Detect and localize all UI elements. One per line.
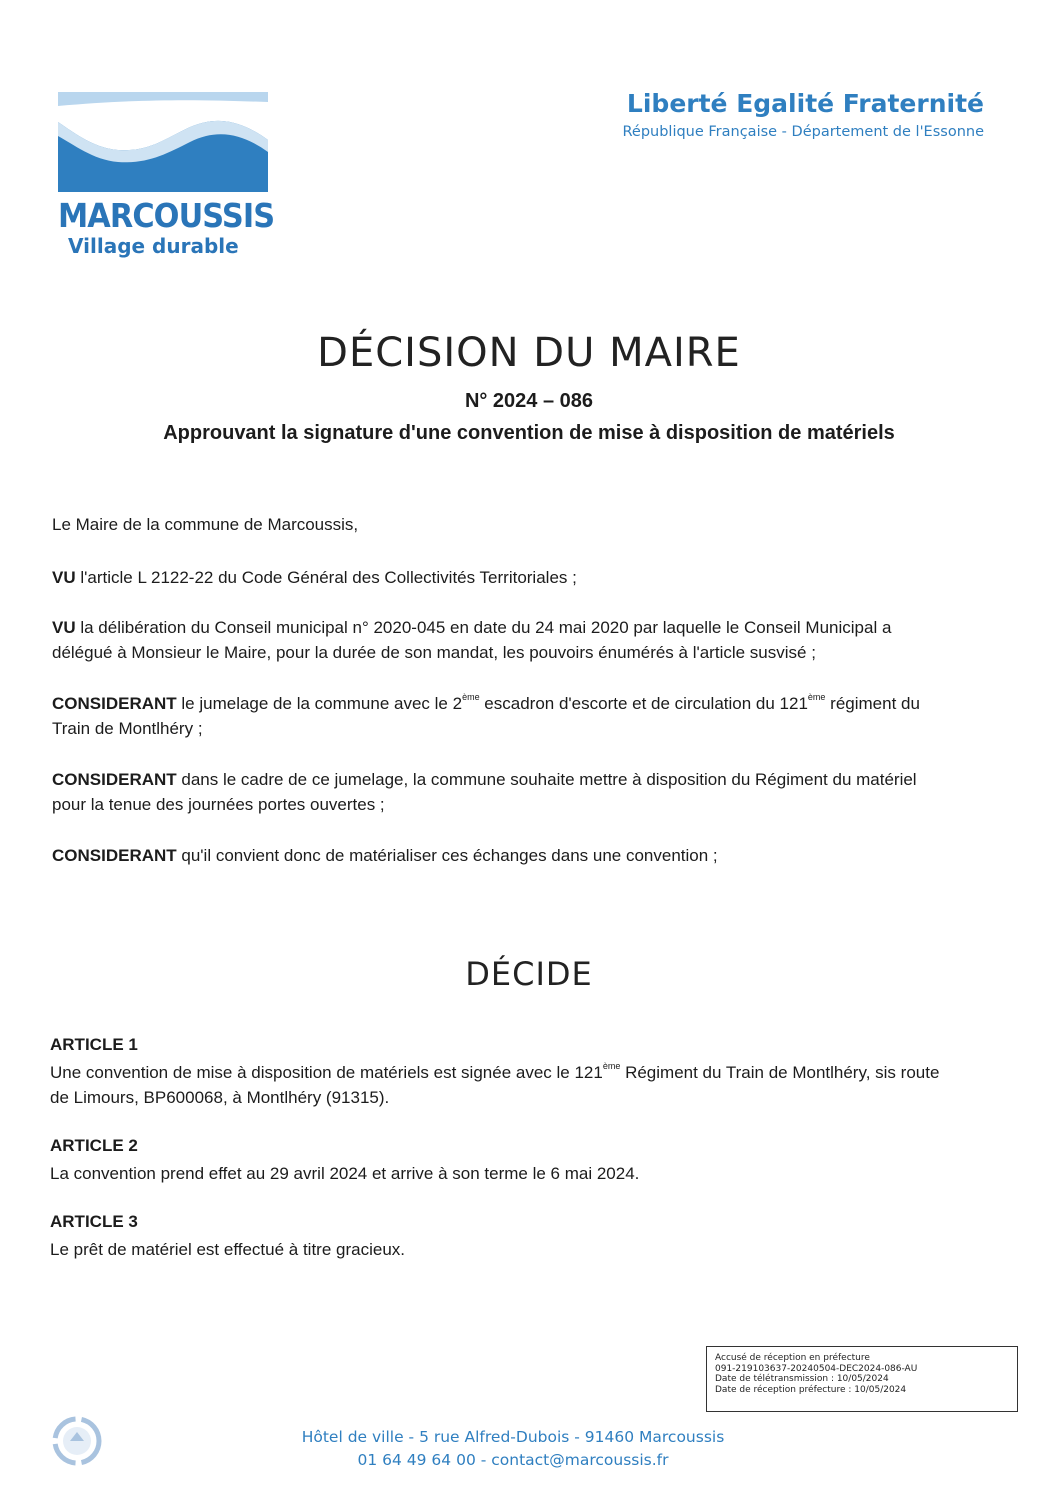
article-1-heading: ARTICLE 1 [50, 1035, 138, 1054]
motto-sub: République Française - Département de l'Essonne [622, 124, 984, 140]
article-2-heading: ARTICLE 2 [50, 1136, 138, 1155]
decision-number: N° 2024 – 086 [464, 390, 594, 412]
article-text-part: Une convention de mise à disposition de matériels est signée avec le 121 [50, 1063, 603, 1082]
wave-icon [58, 92, 268, 192]
considerant-label: CONSIDERANT [52, 846, 177, 865]
article-3-text: Le prêt de matériel est effectué à titre gracieux. [50, 1240, 405, 1259]
considerant-text: qu'il convient donc de matérialiser ces échanges dans une convention ; [176, 846, 718, 865]
considerant-paragraph-3 [52, 843, 952, 868]
vu-paragraph-2 [52, 615, 952, 665]
logo-name: MARCOUSSIS [58, 196, 275, 235]
vu-paragraph-1 [52, 565, 952, 590]
considerant-text: escadron d'escorte et de circulation du 121 [479, 694, 808, 713]
footer-address: Hôtel de ville - 5 rue Alfred-Dubois - 91460 Marcoussis [301, 1428, 725, 1446]
article-1-text [50, 1060, 950, 1110]
considerant-text: dans le cadre de ce jumelage, la commune souhaite mettre à disposition du Régiment du matériel pour la tenue des journées portes ouvertes ; [52, 770, 917, 814]
footer-contact: 01 64 49 64 00 - contact@marcoussis.fr [357, 1451, 669, 1469]
stamp-line: Date de télétransmission : 10/05/2024 [715, 1374, 889, 1384]
republic-motto [622, 88, 984, 140]
intro-paragraph: Le Maire de la commune de Marcoussis, [52, 515, 359, 534]
stamp-line: Accusé de réception en préfecture [715, 1353, 870, 1363]
vu-label: VU [52, 618, 76, 637]
vu-label: VU [52, 568, 76, 587]
considerant-label: CONSIDERANT [52, 770, 177, 789]
marcoussis-logo [58, 92, 275, 258]
document-title: DÉCISION DU MAIRE [317, 330, 741, 376]
decision-subject: Approuvant la signature d'une convention de mise à disposition de matériels [163, 422, 895, 444]
vu-text: la délibération du Conseil municipal n° 2020-045 en date du 24 mai 2020 par laquelle le Conseil Municipal a délégué à Monsieur le Maire, pour la durée de son mandat, les pouvoirs énumérés à l'article susvisé ; [52, 618, 892, 662]
logo-tagline: Village durable [68, 234, 239, 258]
article-3-heading: ARTICLE 3 [50, 1212, 138, 1231]
considerant-text: le jumelage de la commune avec le 2 [176, 694, 463, 713]
superscript: ème [807, 692, 826, 703]
motto-main: Liberté Egalité Fraternité [626, 89, 984, 118]
logo-emblem [58, 92, 268, 192]
vu-text: l'article L 2122-22 du Code Général des Collectivités Territoriales ; [75, 568, 577, 587]
superscript: ème [462, 692, 480, 703]
stamp-line: Date de réception préfecture : 10/05/2024 [715, 1384, 907, 1395]
article-2-text: La convention prend effet au 29 avril 2024 et arrive à son terme le 6 mai 2024. [50, 1164, 640, 1183]
considerant-label: CONSIDERANT [52, 694, 177, 713]
decide-heading: DÉCIDE [465, 955, 593, 993]
considerant-paragraph-2 [52, 767, 952, 817]
considerant-text: régiment du Train de Montlhéry ; [52, 694, 920, 738]
superscript: ème [602, 1061, 621, 1072]
considerant-paragraph-1 [52, 691, 952, 741]
stamp-line: 091-219103637-20240504-DEC2024-086-AU [715, 1363, 918, 1374]
prefecture-receipt-stamp [706, 1346, 1018, 1412]
article-text-part: Régiment du Train de Montlhéry, sis route de Limours, BP600068, à Montlhéry (91315). [50, 1063, 940, 1107]
